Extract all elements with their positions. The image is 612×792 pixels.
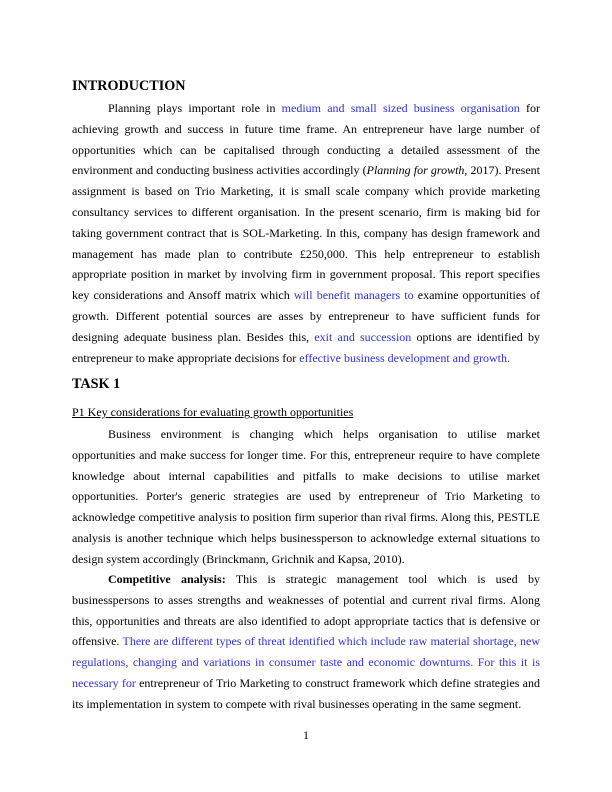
text-segment: examine opportunities of growth. Different potential sources are asses by entrepreneur to have sufficient funds for designing adequate business plan. Besides this, [72,288,540,344]
competitive-analysis-paragraph [72,569,540,715]
page-number: 1 [303,728,309,742]
text-segment: , 2017). Present assignment is based on Trio Marketing, it is small scale company which provide marketing consultancy services to different organisation. In the present scenario, firm is making bid for taking government contract that is SOL-Marketing. In this, company has design framework and management has made plan to contribute £250,000. This help entrepreneur to establish appropriate position in market by involving firm in government proposal. This report specifies key considerations and Ansoff matrix which [72,163,540,303]
text-segment: Business environment is changing which helps organisation to utilise market opportunities and make success for longer time. For this, entrepreneur require to have complete knowledge about internal capabilities and pitfalls to make decisions to utilise market opportunities. Porter's generic strategies are used by entrepreneur of Trio Marketing to acknowledge competitive analysis to position firm superior than rival firms. Along this, PESTLE analysis is another technique which helps businessperson to acknowledge external situations to design system accordingly (Brinckmann, Grichnik and Kapsa, 2010). [72,427,540,566]
text-segment: options are identified by entrepreneur to make appropriate decisions for [72,329,540,365]
task1-subheading: P1 Key considerations for evaluating growth opportunities [72,405,354,419]
highlighted-text-segment: There are different types of threat identified which include raw material shortage, new regulations, changing and variations in consumer taste and economic downturns. For this it is necessary for [72,634,540,690]
text-segment: entrepreneur of Trio Marketing to construct framework which define strategies and its implementation in system to compete with rival businesses operating in the same segment. [72,675,540,711]
highlighted-text-segment: will benefit managers to [293,288,414,303]
highlighted-text-segment: effective business development and growth. [299,350,510,365]
highlighted-text-segment: exit and succession [314,329,412,344]
highlighted-text-segment: medium and small sized business organisation [281,101,520,115]
citation-title: Planning for growth [366,163,465,178]
introduction-heading: INTRODUCTION [72,78,186,94]
introduction-paragraph [72,98,540,368]
text-segment: Planning plays important role in [108,101,282,115]
text-segment: This is strategic management tool which is used by businesspersons to asses strengths and weaknesses of potential and current rival firms. Along this, opportunities and threats are also identified to adopt appropriate tactics that is defensive or offensive. [72,572,540,649]
task1-heading: TASK 1 [72,376,121,392]
text-segment: for achieving growth and success in future time frame. An entrepreneur have large number of opportunities which can be capitalised through conducting a detailed assessment of the environment and conducting business activities accordingly ( [72,101,540,178]
business-environment-paragraph [72,424,540,570]
competitive-analysis-label: Competitive analysis: [108,572,226,586]
